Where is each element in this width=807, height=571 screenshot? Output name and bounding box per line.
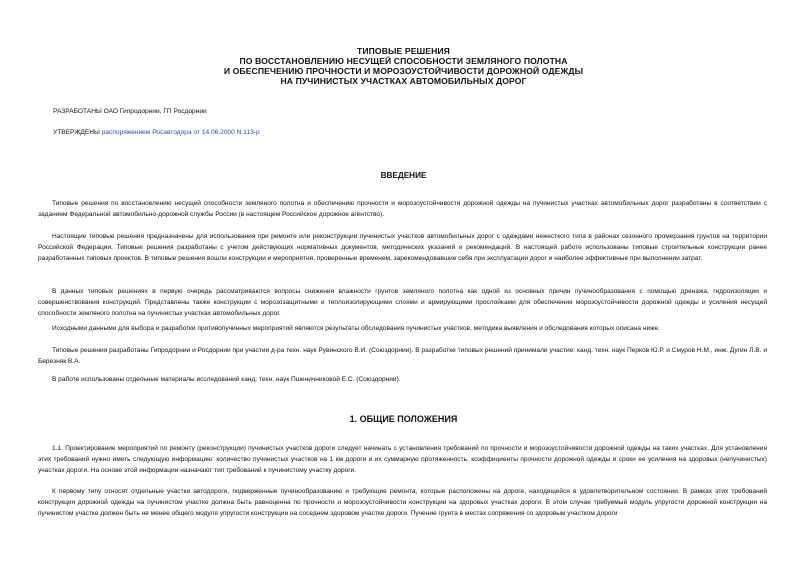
title-line-1: ТИПОВЫЕ РЕШЕНИЯ <box>357 46 450 56</box>
intro-paragraph: Типовые решения по восстановлению несущей способности земляного полотна и обеспечению прочности и морозоустойчивости дорожной одежды на пучинистых участках автомобильных дорог разработаны в соответствии с заданием Федеральной автомобильно-дорожной службы России (в настоящем Российское дорожное агентство). <box>38 200 767 218</box>
intro-paragraph: Настоящие типовые решения предназначены для использования при ремонте или реконструкции пучинистых участков автомобильных дорог с одеждами нежесткого типа в районах сезонного промерзания грунтов на территории Российской Федерации. Типовые решения разработаны с учетом действующих нормативных документов, методических указаний и рекомендаций. В настоящей работе использованы типовые строительные конструкции ранее разработанных типовых проектов. В типовые решения вошли конструкции и мероприятия, проверенные временем, зарекомендовавшие себя при эксплуатации дорог и наиболее эффективные при выполнении затрат. <box>38 233 767 262</box>
intro-paragraph: Исходными данными для выбора и разработки противопучинных мероприятий являются результаты обследования пучинистых участков, методика выявления и обследования которых описана ниже. <box>52 325 661 332</box>
title-line-4: НА ПУЧИНИСТЫХ УЧАСТКАХ АВТОМОБИЛЬНЫХ ДОРОГ <box>280 76 527 86</box>
approved-by <box>53 128 260 137</box>
intro-paragraph: В данных типовых решениях в первую очередь рассматриваются вопросы снижения влажности грунтов земляного полотна как одной из основных причин пучинообразования с помощью дренажа, гидроизоляции и совершенствования конструкций. Представлены также конструкции с морозозащитными и теплоизолирующими слоями и армирующими прослойками для обеспечения морозоустойчивости дорожной одежды и усиления несущей способности земляного полотна на пучинистых участках автомобильных дорог. <box>38 288 767 317</box>
title-line-3: И ОБЕСПЕЧЕНИЮ ПРОЧНОСТИ И МОРОЗОУСТОЙЧИВОСТИ ДОРОЖНОЙ ОДЕЖДЫ <box>223 66 584 76</box>
intro-paragraph: В работе использованы отдельные материалы исследований канд. техн. наук Пшеничниковой Е.С. (Союздорнии). <box>52 376 401 383</box>
title-line-2: ПО ВОССТАНОВЛЕНИЮ НЕСУЩЕЙ СПОСОБНОСТИ ЗЕМЛЯНОГО ПОЛОТНА <box>239 56 568 66</box>
document-title <box>0 46 807 86</box>
general-paragraph: К первому типу относят отдельные участки автодороги, подверженные пучинообразованию и требующие ремонта, которые расположены на дороге, находящейся в удовлетворительном состоянии. В рамках этих требований конструкция дорожной одежды на пучинистом участке должна быть равноценна по прочности и морозоустойчивости конструкции на здоровых участках дороги. В этом случае требуемый модуль упругости дорожной конструкции на пучинистом участке должен быть не менее общего модуля упругости конструкции на соседнем здоровом участке дороги. Пучение грунта в местах сопряжения со здоровым участком дороги <box>38 488 767 517</box>
intro-paragraph: Типовые решения разработаны Гипродорнии и Росдорнии при участии д-ра техн. наук Рувинского В.И. (Союздорнии). В разработке типовых решений принимали участие: канд. техн. наук Перков Ю.Р. и Смуров Н.М., инж. Дугин Л.В. и Березняк В.А. <box>38 347 767 365</box>
section-heading-general: 1. ОБЩИЕ ПОЛОЖЕНИЯ <box>349 414 458 424</box>
section-heading-intro: ВВЕДЕНИЕ <box>380 171 427 180</box>
approval-order-link[interactable]: распоряжением Росавтодора от 14.06.2000 N 113-р <box>101 129 260 136</box>
general-paragraph: 1.1. Проектирование мероприятий по ремонту (реконструкции) пучинистых участков дороги следует начинать с установления требований по прочности и морозоустойчивости дорожной одежды на таких участках. Для установления этих требований нужно иметь следующую информацию: количество пучинистых участков на 1 км дороги и их суммарную протяженность, коэффициенты прочности дорожной одежды и сроки ее усиления на здоровых (непучинистых) участках дороги. На основе этой информации назначают тип требований к пучинистому участку дороги. <box>38 445 767 474</box>
developed-by: РАЗРАБОТАНЫ ОАО Гипродорнии, ГП Росдорнии <box>53 108 207 115</box>
approved-label: УТВЕРЖДЕНЫ <box>53 129 102 136</box>
